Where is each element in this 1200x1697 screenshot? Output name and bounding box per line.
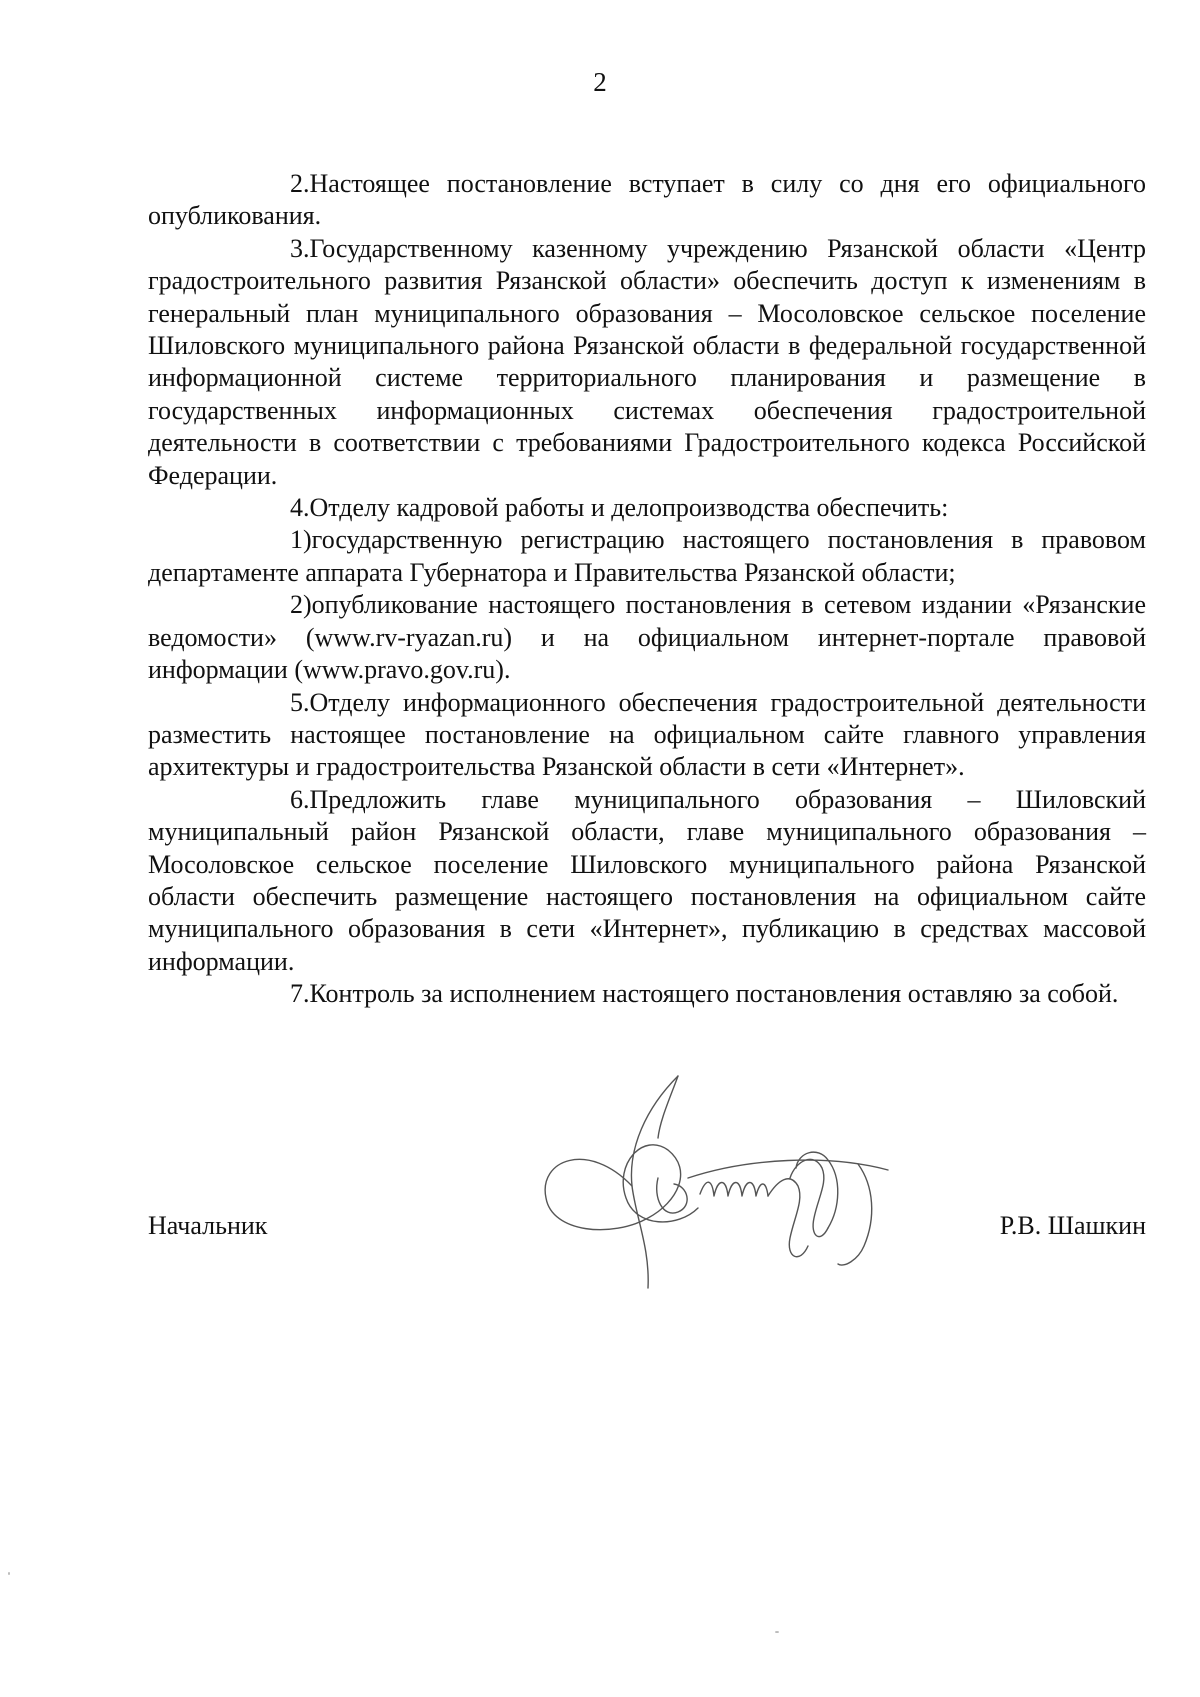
paragraph-number: 1) (290, 525, 312, 555)
paragraph-text: Контроль за исполнением настоящего постановления оставляю за собой. (309, 979, 1119, 1009)
paragraph-7 (148, 978, 1146, 1010)
paragraph-text: Отделу информационного обеспечения градостроительной деятельности разместить настоящее постановление на официальном сайте главного управления архитектуры и градостроительства Рязанской области в сети «Интернет». (148, 687, 1146, 782)
paragraph-3 (148, 233, 1146, 492)
handwritten-signature (528, 1068, 928, 1298)
paragraph-6 (148, 784, 1146, 978)
subparagraph-4-2 (148, 589, 1146, 686)
subparagraph-4-1 (148, 524, 1146, 589)
signatory-position: Начальник (148, 1211, 268, 1240)
signature-block (148, 1198, 1146, 1238)
paragraph-number: 2. (290, 169, 310, 198)
scan-artifact (8, 1572, 10, 1575)
paragraph-text: государственную регистрацию настоящего постановления в правовом департаменте аппарата Губернатора и Правительства Рязанской области; (148, 525, 1146, 587)
paragraph-number: 3. (290, 233, 310, 263)
paragraph-number: 5. (290, 687, 310, 717)
paragraph-number: 6. (290, 784, 310, 814)
document-body (148, 168, 1146, 1011)
scan-artifact (775, 1631, 779, 1633)
paragraph-2 (148, 168, 1146, 233)
page-number: 2 (593, 67, 607, 97)
paragraph-5 (148, 687, 1146, 784)
paragraph-text: Государственному казенному учреждению Рязанской области «Центр градостроительного развития Рязанской области» обеспечить доступ к изменениям в генеральный план муниципального образования – Мосоловское сельское поселение Шиловского муниципального района Рязанской области в федеральной государственной информационной системе территориального планирования и размещение в государственных информационных системах обеспечения градостроительной деятельности в соответствии с требованиями Градостроительного кодекса Российской Федерации. (148, 233, 1146, 490)
paragraph-text: опубликование настоящего постановления в сетевом издании «Рязанские ведомости» (www.rv-ryazan.ru) и на официальном интернет-портале правовой информации (www.pravo.gov.ru). (148, 590, 1146, 685)
paragraph-number: 7. (290, 979, 310, 1009)
paragraph-number: 4. (290, 493, 310, 523)
signatory-name: Р.В. Шашкин (999, 1211, 1146, 1240)
paragraph-text: Настоящее постановление вступает в силу со дня его официального опубликования. (148, 169, 1146, 231)
paragraph-number: 2) (290, 590, 312, 620)
paragraph-text: Отделу кадровой работы и делопроизводства обеспечить: (309, 493, 949, 523)
paragraph-4 (148, 492, 1146, 524)
paragraph-text: Предложить главе муниципального образования – Шиловский муниципальный район Рязанской области, главе муниципального образования – Мосоловское сельское поселение Шиловского муниципального района Рязанской области обеспечить размещение настоящего постановления на официальном сайте муниципального образования в сети «Интернет», публикацию в средствах массовой информации. (148, 784, 1146, 976)
